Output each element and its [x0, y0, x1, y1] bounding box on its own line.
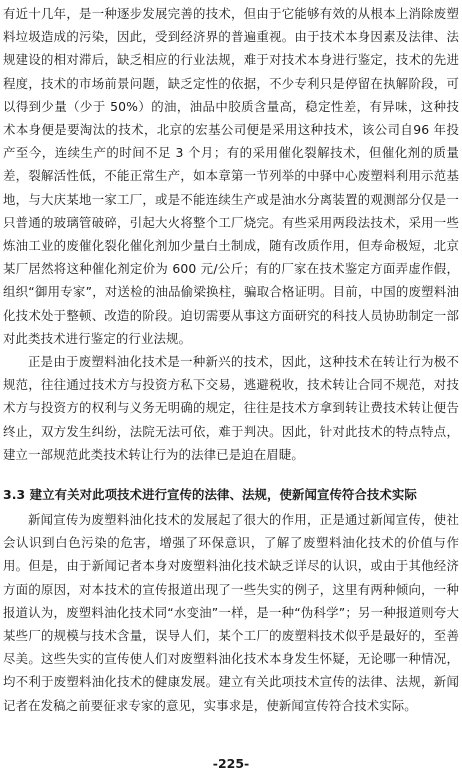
body-paragraph-1: 有近十几年，是一种逐步发展完善的技术，但由于它能够有效的从根本上消除废塑料垃圾造成的污染，因此，受到经济界的普遍重视。由于技术本身因素及法律、法规建设的相对滞后，缺乏相应的行业法规，难于对技术本身进行鉴定，技术的先进程度，技术的市场前景问题，缺乏定性的依据，不少专利只是停留在执解阶段，可以得到少量（少于 50%）的油，油品中胶质含量高，稳定性差，有异味，这种技术本身便是要淘汰的技术，北京的宏基公司便是采用这种技术，该公司自96 年投产至今，连续生产的时间不足 3 个月；有的采用催化裂解技术，但催化剂的质量差，裂解活性低，不能正常生产，如本章第一节列举的中驿中心废塑料利用示范基地，与大庆某地一家工厂，或是不能连续生产或是油水分离装置的观测部分仅是一只普通的玻璃管破碎，引起大火将整个工厂烧完。有些采用两段法技术，采用一些炼油工业的废催化裂化催化剂加少量白土制成，随有改质作用，但寿命极短，北京某厂居然将这种催化剂定价为 600 元/公斤；有的厂家在技术鉴定方面弄虚作假，组织“御用专家”，对送检的油品偷梁换柱，骗取合格证明。目前，中国的废塑料油化技术处于整顿、改造的阶段。迫切需要从事这方面研究的科技人员协助制定一部对此类技术进行鉴定的行业法规。 — [3, 6, 459, 346]
body-paragraph-2: 正是由于废塑料油化技术是一种新兴的技术，因此，这种技术在转让行为极不规范，往往通过技术方与投资方私下交易，逃避税收，技术转让合同不规范，对技术方与投资方的权利与义务无明确的规定，往往是技术方拿到转让费技术转让便告终止，双方发生纠纷，法院无法可依，难于判决。因此，针对此技术的特点特点，建立一部规范此类技术转让行为的法律已是迫在眉睫。 — [3, 354, 459, 462]
body-paragraph-3: 新闻宣传为废塑料油化技术的发展起了很大的作用，正是通过新闻宣传，使社会认识到白色污染的危害，增强了环保意识，了解了废塑料油化技术的价值与作用。但是，由于新闻记者本身对废塑料油化技术缺乏详尽的认识，或由于其他经济方面的原因，对本技术的宣传报道出现了一些失实的例子，这里有两种倾向，一种报道认为，废塑料油化技术同“水变油”一样，是一种“伪科学”；另一种报道则夸大某些厂的规模与技术含量，误导人们，某个工厂的废塑料技术似乎是最好的，至善尽美。这些失实的宣传使人们对废塑料油化技术本身发生怀疑，无论哪一种情况，均不利于废塑料油化技术的健康发展。建立有关此项技术宣传的法律、法规，新闻记者在发稿之前要征求专家的意见，实事求是，使新闻宣传符合技术实际。 — [3, 512, 459, 713]
page-number: -225- — [212, 756, 250, 771]
section-heading-3-3: 3.3 建立有关对此项技术进行宣传的法律、法规，使新闻宣传符合技术实际 — [3, 487, 417, 502]
